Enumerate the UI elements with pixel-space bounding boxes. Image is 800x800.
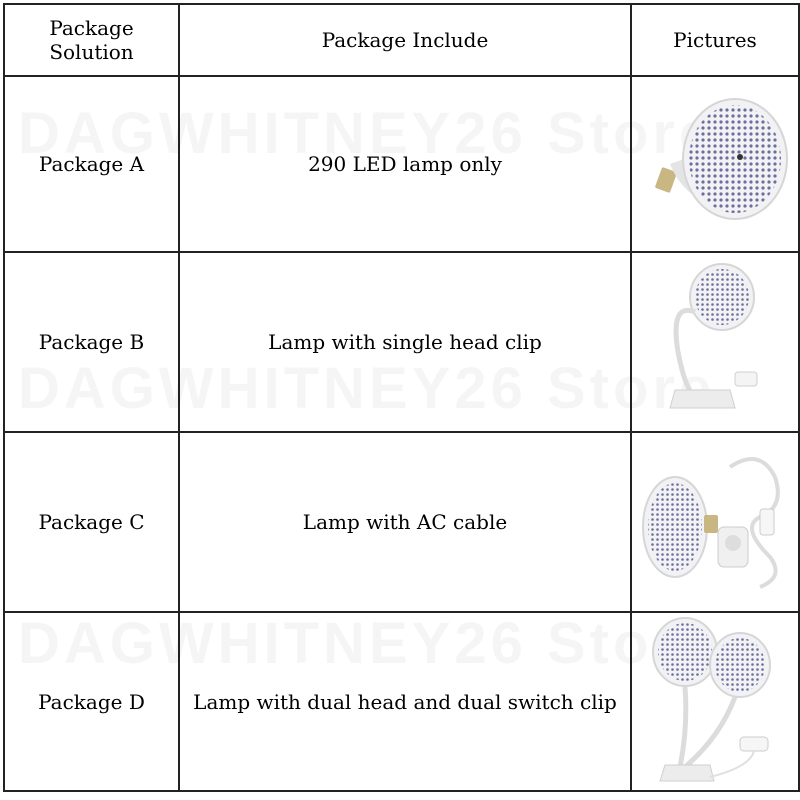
header-row: [4, 4, 799, 76]
package-solution-cell: Package C: [4, 432, 179, 612]
picture-cell: [631, 76, 799, 252]
header-package-include: Package Include: [179, 4, 631, 76]
package-include-cell: 290 LED lamp only: [179, 76, 631, 252]
table-row: [4, 432, 799, 612]
package-table: [3, 3, 800, 792]
package-solution-cell: Package B: [4, 252, 179, 432]
table-row: [4, 252, 799, 432]
table-row: [4, 76, 799, 252]
package-include-cell: Lamp with AC cable: [179, 432, 631, 612]
clip-lamp-single-image: [640, 262, 790, 422]
package-include-cell: Lamp with dual head and dual switch clip: [179, 612, 631, 791]
package-include-cell: Lamp with single head clip: [179, 252, 631, 432]
header-package-solution: Package Solution: [4, 4, 179, 76]
picture-cell: [631, 252, 799, 432]
led-bulb-image: [640, 89, 790, 239]
picture-cell: [631, 432, 799, 612]
clip-lamp-dual-image: [640, 617, 790, 787]
lamp-with-ac-cable-image: [640, 447, 790, 597]
package-solution-cell: Package A: [4, 76, 179, 252]
picture-cell: [631, 612, 799, 791]
table-row: [4, 612, 799, 791]
package-solution-cell: Package D: [4, 612, 179, 791]
header-pictures: Pictures: [631, 4, 799, 76]
